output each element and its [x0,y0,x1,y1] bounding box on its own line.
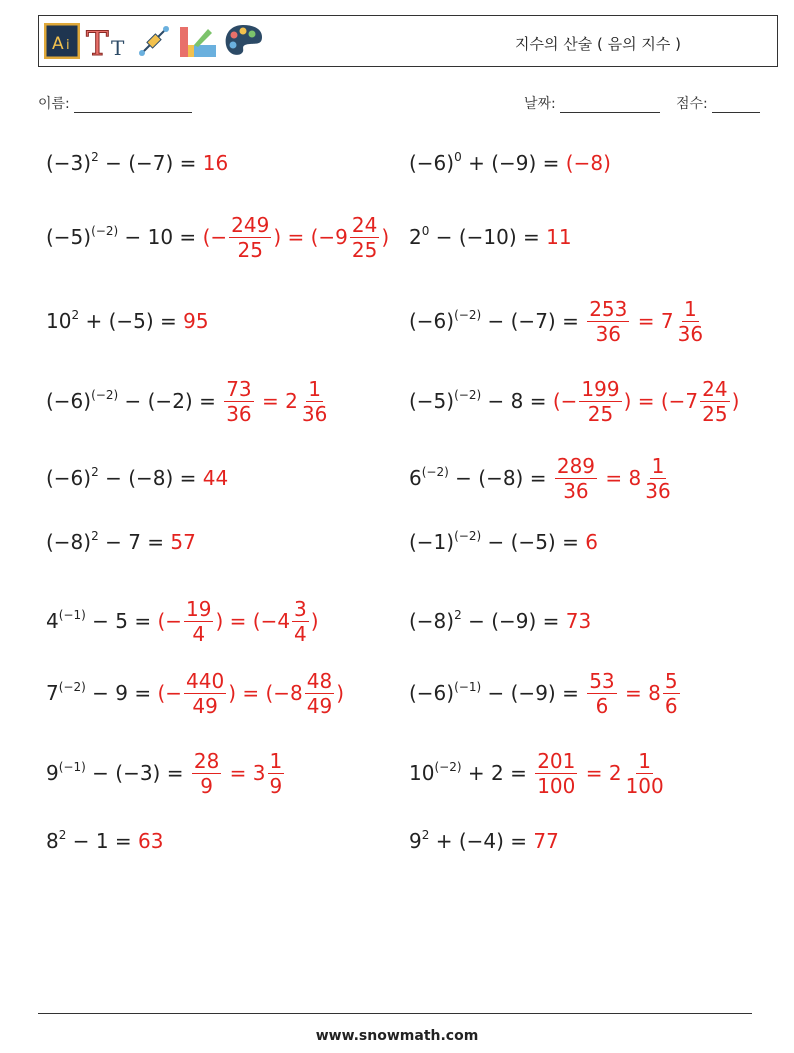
answer-mixed-prefix: = 3 [223,761,266,785]
fraction-denominator: 36 [226,401,252,426]
operation: + (−5) = [79,309,184,333]
answer-fraction [676,296,705,346]
base: (−8) [409,609,455,633]
answer [170,530,195,554]
problem-item [46,373,331,429]
answer-value: (−8) [565,151,611,175]
operation: + (−9) = [461,151,566,175]
problem-expression [46,225,203,249]
operation: − 8 = [481,389,553,413]
operation: + 2 = [461,761,534,785]
problem-item [409,813,559,869]
answer-close: ) [336,681,345,705]
operation: − (−3) = [85,761,190,785]
answer [585,530,598,554]
problem-item [46,813,164,869]
answer-fraction [192,748,221,798]
problem-expression [46,609,157,633]
date-field [524,93,660,113]
name-blank [74,98,192,113]
problem-item [46,745,286,801]
answer [190,748,286,798]
operation: − (−8) = [98,466,203,490]
answer-fraction [643,453,672,503]
date-blank [560,98,660,113]
answer [138,829,163,853]
operation: − (−10) = [429,225,547,249]
fraction-denominator: 4 [192,621,206,646]
answer-fraction [700,376,729,426]
problem-expression [46,466,203,490]
answer [533,829,558,853]
base: 4 [46,609,59,633]
exponent: (−2) [434,760,462,774]
problem-expression [46,530,170,554]
answer-close: ) [731,389,740,413]
problem-expression [46,681,157,705]
exponent: (−2) [91,388,119,402]
answer-mixed-prefix: ) = (−7 [623,389,699,413]
problem-item [409,514,598,570]
answer-fraction [268,748,285,798]
answer-value: 6 [585,530,598,554]
answer-open: (− [202,225,228,249]
answer-fraction [587,296,629,346]
fraction-denominator: 25 [587,401,614,426]
problem-item [46,450,228,506]
fraction-denominator: 36 [563,478,589,503]
exponent: (−2) [421,465,449,479]
problem-item [46,665,344,721]
problem-expression [409,389,553,413]
answer [222,376,331,426]
score-field [676,93,760,113]
exponent: (−2) [58,680,86,694]
answer [533,748,668,798]
fraction-denominator: 36 [595,321,622,346]
answer [203,151,228,175]
answer [552,376,740,426]
exponent: (−2) [454,388,482,402]
exponent: (−2) [91,224,119,238]
problem-expression [409,681,585,705]
exponent: (−1) [454,680,482,694]
fraction-numerator: 1 [683,296,697,321]
fraction-numerator: 3 [294,596,307,621]
problem-item [409,593,591,649]
answer [566,609,591,633]
fraction-numerator: 24 [702,376,728,401]
answer-fraction [587,668,616,718]
exponent: 2 [91,529,99,543]
fraction-denominator: 25 [237,237,263,262]
fraction-numerator: 24 [351,212,378,237]
base: 9 [409,829,422,853]
answer-close: ) [381,225,390,249]
answer-mixed-prefix: = 8 [599,466,642,490]
ai-text-icon [44,23,80,59]
answer-mixed-prefix: = 8 [618,681,661,705]
name-label: 이름: [38,96,70,112]
problem-expression [409,761,533,785]
operation: − 1 = [66,829,139,853]
base: 10 [409,761,435,785]
answer [157,596,319,646]
answer-fraction [224,376,253,426]
answer-mixed-prefix: ) = (−9 [273,225,348,249]
base: (−8) [46,530,92,554]
score-label: 점수: [676,96,708,112]
answer-fraction [663,668,680,718]
answer-mixed-prefix: ) = (−4 [215,609,291,633]
problem-item [409,293,707,349]
footer-divider [38,1013,752,1014]
ruler-pencil-icon [178,23,218,59]
exponent: 2 [71,308,80,322]
base: (−6) [46,466,92,490]
answer-value: 57 [170,530,196,554]
answer [202,212,390,262]
answer-value: 44 [202,466,229,490]
svg-text:T: T [86,24,109,59]
palette-icon [222,23,264,59]
operation: − (−9) = [461,609,566,633]
fraction-numerator: 5 [664,668,678,693]
answer-mixed-prefix: = 7 [631,309,674,333]
answer-mixed-prefix: = 2 [255,389,298,413]
problem-expression [46,151,203,175]
worksheet-header [38,15,778,67]
exponent: (−1) [58,760,86,774]
fraction-denominator: 25 [702,401,728,426]
fraction-numerator: 28 [193,748,220,773]
problem-item [409,665,682,721]
fraction-denominator: 9 [200,773,213,798]
fraction-numerator: 253 [589,296,628,321]
answer [585,296,707,346]
operation: − (−2) = [118,389,223,413]
base: 9 [46,761,59,785]
fraction-numerator: 48 [306,668,333,693]
base: 10 [46,309,72,333]
exponent: 0 [454,150,462,164]
base: (−5) [409,389,455,413]
exponent: 2 [454,608,462,622]
operation: − 7 = [98,530,171,554]
fraction-numerator: 73 [226,376,252,401]
fraction-numerator: 1 [308,376,321,401]
base: (−6) [409,151,455,175]
answer-value: 11 [546,225,572,249]
problem-expression [409,530,585,554]
fraction-numerator: 199 [581,376,620,401]
problem-item [46,135,228,191]
problem-expression [46,761,190,785]
answer-open: (− [552,389,578,413]
answer [183,309,208,333]
fraction-denominator: 100 [537,773,576,798]
answer-value: 16 [202,151,229,175]
answer [585,668,681,718]
problem-item [409,373,739,429]
base: (−6) [409,309,455,333]
pen-tool-icon [136,23,174,59]
problem-item [46,293,209,349]
problem-expression [409,609,566,633]
problem-item [46,593,319,649]
fraction-denominator: 25 [351,237,378,262]
fraction-denominator: 9 [269,773,283,798]
fraction-denominator: 36 [301,401,328,426]
base: (−3) [46,151,92,175]
header-icons [44,21,264,61]
fraction-numerator: 440 [186,668,225,693]
problem-item [409,745,668,801]
answer [553,453,675,503]
answer-fraction [350,212,379,262]
svg-text:A: A [52,34,64,54]
fraction-numerator: 1 [651,453,665,478]
fraction-denominator: 6 [595,693,609,718]
base: 7 [46,681,59,705]
base: (−5) [46,225,92,249]
date-label: 날짜: [524,96,556,112]
base: 8 [46,829,59,853]
fraction-numerator: 249 [231,212,270,237]
answer-fraction [184,596,213,646]
fraction-numerator: 289 [556,453,596,478]
operation: − (−5) = [481,530,586,554]
svg-text:i: i [66,38,70,53]
answer-fraction [555,453,597,503]
fraction-numerator: 19 [186,596,212,621]
answer [157,668,345,718]
answer-close: ) [310,609,319,633]
problem-item [409,209,572,265]
answer-fraction [624,748,666,798]
problem-item [409,450,675,506]
answer [566,151,611,175]
problem-expression [409,829,533,853]
operation: − (−8) = [448,466,553,490]
answer-mixed-prefix: ) = (−8 [228,681,303,705]
problem-item [409,135,611,191]
fraction-denominator: 36 [645,478,671,503]
problem-expression [409,466,553,490]
answer-fraction [300,376,329,426]
operation: + (−4) = [429,829,534,853]
footer-url: www.snowmath.com [315,1028,479,1044]
fraction-denominator: 6 [664,693,678,718]
answer-fraction [535,748,577,798]
operation: − (−7) = [98,151,203,175]
answer-fraction [579,376,621,426]
exponent: 0 [421,224,430,238]
fraction-numerator: 1 [269,748,283,773]
answer-value: 73 [565,609,592,633]
answer-value: 63 [138,829,164,853]
problem-expression [46,389,222,413]
answer-fraction [292,596,309,646]
fraction-denominator: 36 [677,321,704,346]
fraction-numerator: 201 [537,748,576,773]
problem-expression [409,225,546,249]
fraction-numerator: 1 [638,748,652,773]
problem-expression [409,309,585,333]
operation: − (−7) = [481,309,586,333]
operation: − (−9) = [481,681,586,705]
worksheet-title: 지수의 산술 ( 음의 지수 ) [515,35,681,53]
fraction-denominator: 4 [294,621,307,646]
answer-fraction [229,212,271,262]
answer [203,466,228,490]
answer-open: (− [157,609,183,633]
base: (−1) [409,530,455,554]
exponent: 2 [421,828,430,842]
operation: − 5 = [85,609,158,633]
answer-fraction [184,668,226,718]
problem-expression [46,829,138,853]
exponent: 2 [58,828,67,842]
fraction-denominator: 100 [625,773,664,798]
answer-value: 77 [533,829,559,853]
base: (−6) [46,389,92,413]
answer-mixed-prefix: = 2 [579,761,622,785]
problem-expression [46,309,183,333]
operation: − 9 = [85,681,158,705]
answer-open: (− [157,681,183,705]
base: 2 [409,225,422,249]
answer-fraction [305,668,334,718]
score-blank [712,98,760,113]
svg-text:T: T [111,36,125,59]
fraction-denominator: 49 [306,693,333,718]
fraction-numerator: 53 [589,668,615,693]
answer-value: 95 [183,309,209,333]
base: 6 [409,466,422,490]
fraction-denominator: 49 [192,693,218,718]
exponent: (−2) [454,529,482,543]
operation: − 10 = [118,225,203,249]
problem-item [46,514,196,570]
text-size-icon [84,23,132,59]
exponent: (−2) [454,308,482,322]
exponent: 2 [91,150,99,164]
name-field [38,93,192,113]
exponent: 2 [91,465,99,479]
problem-expression [409,151,566,175]
answer [546,225,571,249]
problem-item [46,209,389,265]
base: (−6) [409,681,455,705]
exponent: (−1) [58,608,86,622]
